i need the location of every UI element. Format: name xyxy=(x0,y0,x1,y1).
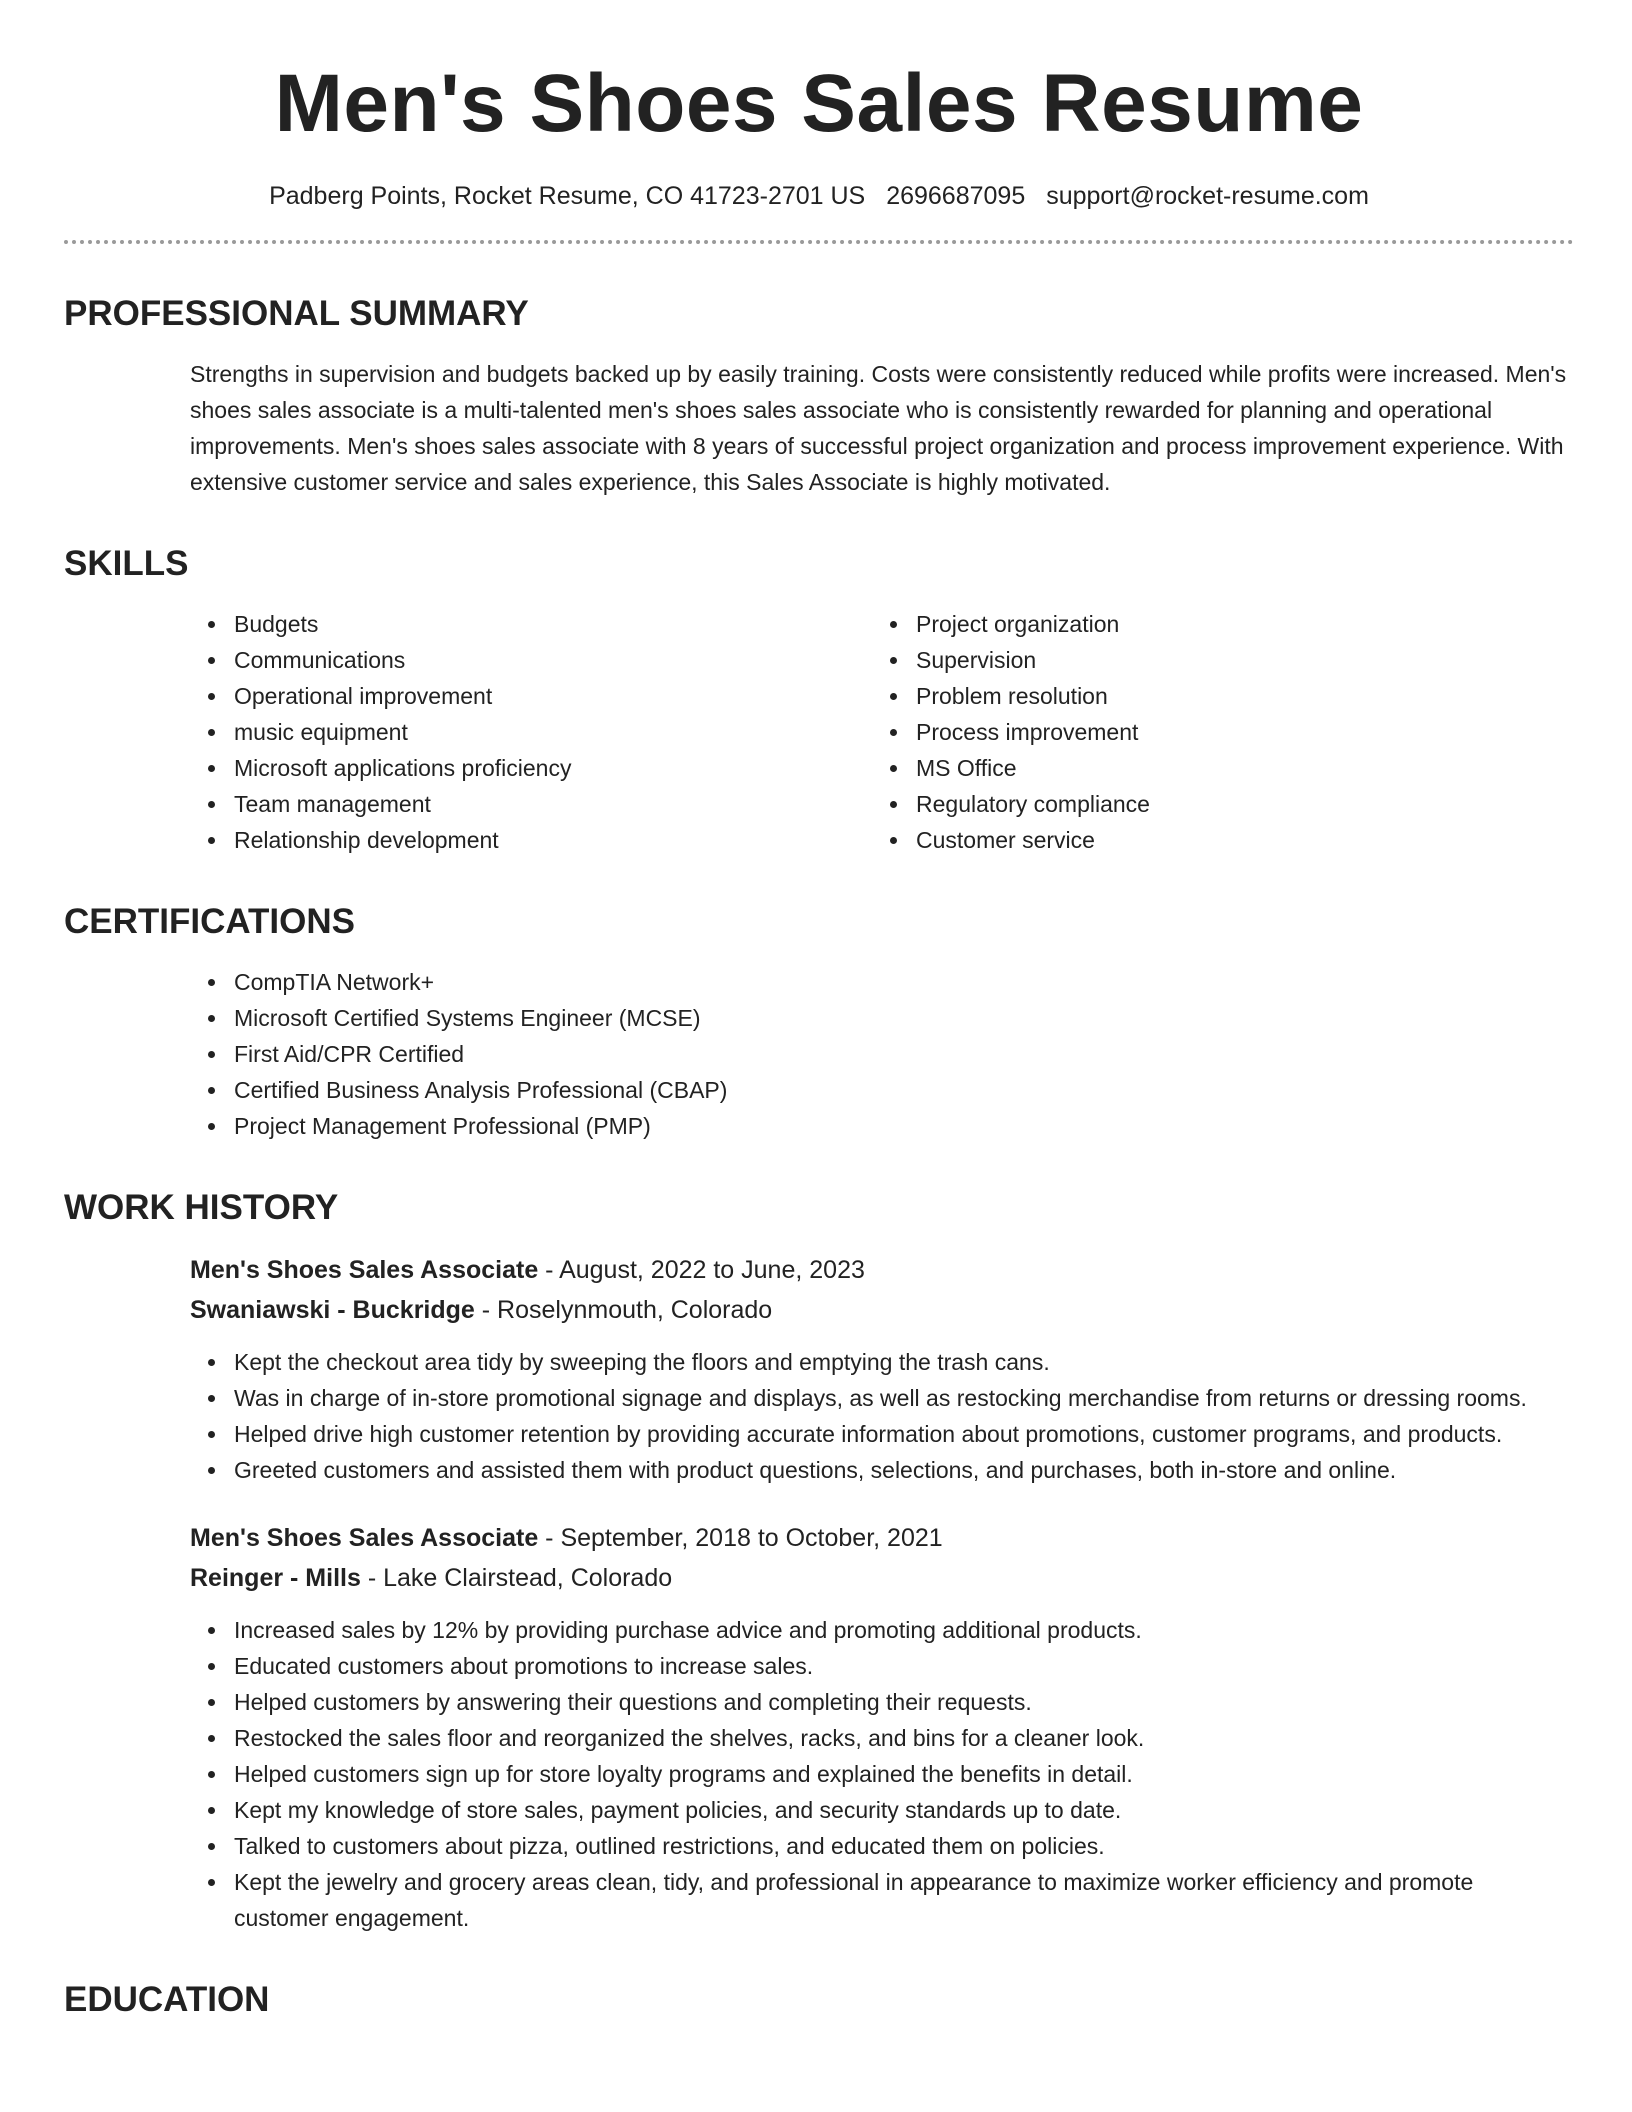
job-location: Roselynmouth, Colorado xyxy=(497,1296,773,1324)
job-company-line xyxy=(190,1290,1574,1330)
job-duties-list xyxy=(190,1612,1574,1936)
duty-item: Was in charge of in-store promotional signage and displays, as well as restocking merchandise from returns or dressing rooms. xyxy=(190,1380,1574,1416)
job-title-line xyxy=(190,1518,1574,1558)
duty-item: Kept the checkout area tidy by sweeping the floors and emptying the trash cans. xyxy=(190,1344,1574,1380)
certifications-heading: CERTIFICATIONS xyxy=(64,902,356,941)
skills-list-left xyxy=(190,606,872,858)
certifications-list xyxy=(190,964,1574,1144)
skill-item: Operational improvement xyxy=(190,678,872,714)
job-separator: - xyxy=(538,1524,561,1552)
skill-item: Process improvement xyxy=(872,714,1554,750)
job-location: Lake Clairstead, Colorado xyxy=(383,1564,673,1592)
skill-item: Project organization xyxy=(872,606,1554,642)
job-company: Swaniawski - Buckridge xyxy=(190,1296,475,1324)
skill-item: music equipment xyxy=(190,714,872,750)
duty-item: Helped customers sign up for store loyalty programs and explained the benefits in detail. xyxy=(190,1756,1574,1792)
skill-item: Problem resolution xyxy=(872,678,1554,714)
skill-item: Microsoft applications proficiency xyxy=(190,750,872,786)
job-entry xyxy=(190,1518,1574,1936)
job-dates: August, 2022 to June, 2023 xyxy=(559,1256,865,1284)
duty-item: Educated customers about promotions to increase sales. xyxy=(190,1648,1574,1684)
skill-item: Customer service xyxy=(872,822,1554,858)
duty-item: Talked to customers about pizza, outlined restrictions, and educated them on policies. xyxy=(190,1828,1574,1864)
job-dates: September, 2018 to October, 2021 xyxy=(560,1524,943,1552)
duty-item: Kept the jewelry and grocery areas clean, tidy, and professional in appearance to maximize worker efficiency and promote customer engagement. xyxy=(190,1864,1574,1936)
summary-heading: PROFESSIONAL SUMMARY xyxy=(64,294,529,333)
email: support@rocket-resume.com xyxy=(1046,182,1369,210)
job-separator: - xyxy=(474,1296,498,1324)
duty-item: Greeted customers and assisted them with product questions, selections, and purchases, both in-store and online. xyxy=(190,1452,1574,1488)
skills-list-right xyxy=(872,606,1554,858)
address: Padberg Points, Rocket Resume, CO 41723-2701 US xyxy=(269,182,866,210)
certification-item: Project Management Professional (PMP) xyxy=(190,1108,1574,1144)
job-duties-list xyxy=(190,1344,1574,1488)
job-separator: - xyxy=(538,1256,560,1284)
resume-page xyxy=(64,0,1574,2022)
job-company: Reinger - Mills xyxy=(190,1564,361,1592)
duty-item: Kept my knowledge of store sales, payment policies, and security standards up to date. xyxy=(190,1792,1574,1828)
education-heading: EDUCATION xyxy=(64,1980,270,2019)
duty-item: Restocked the sales floor and reorganized the shelves, racks, and bins for a cleaner look. xyxy=(190,1720,1574,1756)
skill-item: MS Office xyxy=(872,750,1554,786)
job-separator: - xyxy=(360,1564,384,1592)
work-history-section xyxy=(64,1186,1574,1936)
job-role: Men's Shoes Sales Associate xyxy=(190,1256,539,1284)
skills-section xyxy=(64,542,1574,858)
certification-item: First Aid/CPR Certified xyxy=(190,1036,1574,1072)
skill-item: Team management xyxy=(190,786,872,822)
skill-item: Budgets xyxy=(190,606,872,642)
skills-columns xyxy=(190,606,1574,858)
certification-item: CompTIA Network+ xyxy=(190,964,1574,1000)
job-role: Men's Shoes Sales Associate xyxy=(190,1524,539,1552)
work-history-heading: WORK HISTORY xyxy=(64,1188,339,1227)
duty-item: Helped drive high customer retention by providing accurate information about promotions, customer programs, and products. xyxy=(190,1416,1574,1452)
header-divider xyxy=(64,240,1574,244)
education-section xyxy=(64,1978,1574,2022)
contact-line xyxy=(64,180,1574,212)
certification-item: Certified Business Analysis Professional (CBAP) xyxy=(190,1072,1574,1108)
duty-item: Helped customers by answering their questions and completing their requests. xyxy=(190,1684,1574,1720)
job-entry xyxy=(190,1250,1574,1488)
duty-item: Increased sales by 12% by providing purchase advice and promoting additional products. xyxy=(190,1612,1574,1648)
certification-item: Microsoft Certified Systems Engineer (MCSE) xyxy=(190,1000,1574,1036)
skill-item: Regulatory compliance xyxy=(872,786,1554,822)
skills-heading: SKILLS xyxy=(64,544,189,583)
resume-title: Men's Shoes Sales Resume xyxy=(274,58,1364,149)
skill-item: Relationship development xyxy=(190,822,872,858)
job-company-line xyxy=(190,1558,1574,1598)
job-title-line xyxy=(190,1250,1574,1290)
skill-item: Communications xyxy=(190,642,872,678)
skill-item: Supervision xyxy=(872,642,1554,678)
summary-text: Strengths in supervision and budgets backed up by easily training. Costs were consistently reduced while profits were increased. Men's shoes sales associate is a multi-talented men's shoes sales associate who is consistently rewarded for planning and operational improvements. Men's shoes sales associate with 8 years of successful project organization and process improvement experience. With extensive customer service and sales experience, this Sales Associate is highly motivated. xyxy=(190,361,1567,495)
summary-section xyxy=(64,292,1574,500)
certifications-section xyxy=(64,900,1574,1144)
phone: 2696687095 xyxy=(886,182,1026,210)
